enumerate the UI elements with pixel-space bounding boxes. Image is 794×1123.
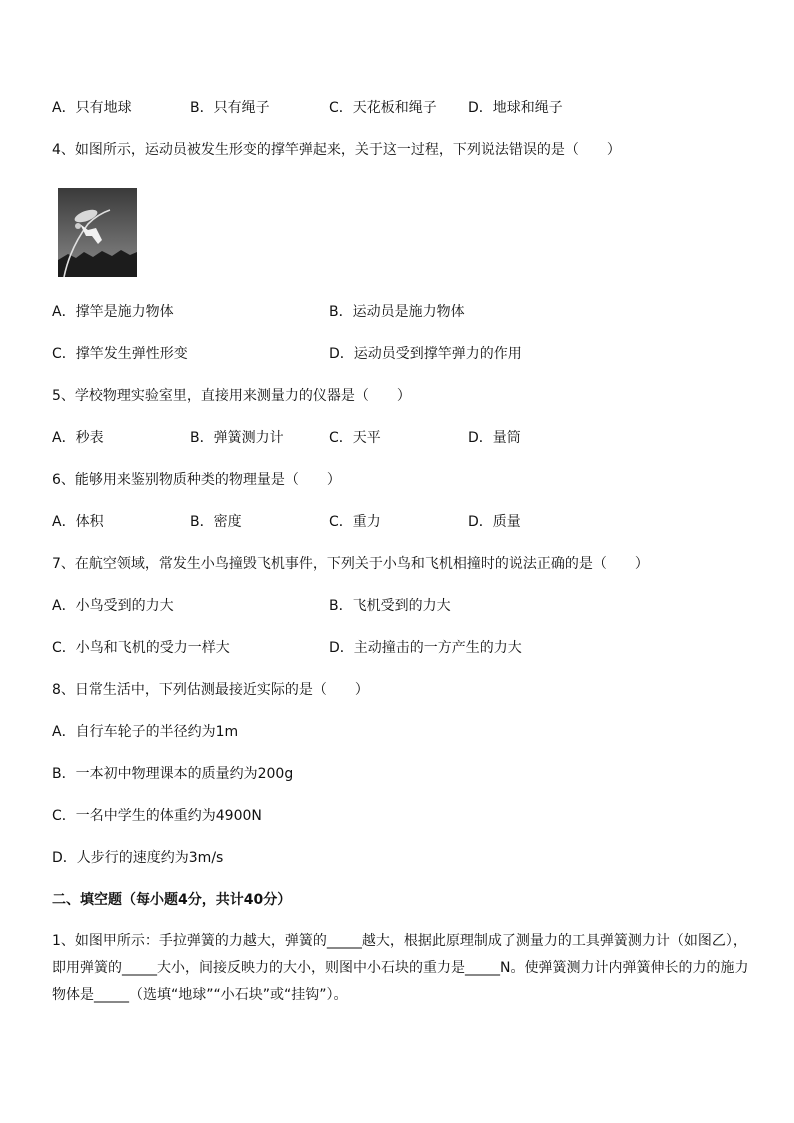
q7-option-d: D．主动撞击的一方产生的力大 — [329, 640, 522, 656]
q3-option-b: B．只有绳子 — [190, 100, 270, 116]
q8-stem: 8、日常生活中，下列估测最接近实际的是（ ） — [52, 682, 369, 698]
q8-option-a: A．自行车轮子的半径约为1m — [52, 724, 239, 740]
q5-option-a: A．秒表 — [52, 430, 104, 446]
section-title-fill-in: 二、填空题（每小题4分，共计40分） — [52, 892, 292, 908]
q7-option-b: B．飞机受到的力大 — [329, 598, 451, 614]
q3-option-c: C．天花板和绳子 — [329, 100, 437, 116]
q4-stem: 4、如图所示，运动员被发生形变的撑竿弹起来，关于这一过程，下列说法错误的是（ ） — [52, 142, 621, 158]
q3-option-a: A．只有地球 — [52, 100, 132, 116]
q6-option-d: D．质量 — [468, 514, 521, 530]
q4-option-b: B．运动员是施力物体 — [329, 304, 465, 320]
q7-option-c: C．小鸟和飞机的受力一样大 — [52, 640, 230, 656]
q8-option-d: D．人步行的速度约为3m/s — [52, 850, 224, 866]
q8-option-c: C．一名中学生的体重约为4900N — [52, 808, 262, 824]
q5-option-b: B．弹簧测力计 — [190, 430, 284, 446]
q8-option-b: B．一本初中物理课本的质量约为200g — [52, 766, 294, 782]
q6-stem: 6、能够用来鉴别物质种类的物理量是（ ） — [52, 472, 341, 488]
q5-option-d: D．量筒 — [468, 430, 521, 446]
q5-option-c: C．天平 — [329, 430, 381, 446]
fill-question-1: 1、如图甲所示：手拉弹簧的力越大，弹簧的_____越大，根据此原理制成了测量力的工具弹簧测力计（如图乙），即用弹簧的_____大小，间接反映力的大小，则图中小石块的重力是_____N。使弹簧测力计内弹簧伸长的力的施力物体是_____（选填“地球”“小石块”或“挂钩”）。 — [52, 933, 749, 1003]
q3-option-d: D．地球和绳子 — [468, 100, 563, 116]
q4-option-d: D．运动员受到撑竿弹力的作用 — [329, 346, 522, 362]
q7-option-a: A．小鸟受到的力大 — [52, 598, 174, 614]
q6-option-a: A．体积 — [52, 514, 104, 530]
q4-option-c: C．撑竿发生弹性形变 — [52, 346, 188, 362]
q4-option-a: A．撑竿是施力物体 — [52, 304, 174, 320]
q6-option-c: C．重力 — [329, 514, 381, 530]
q6-option-b: B．密度 — [190, 514, 242, 530]
q7-stem: 7、在航空领域，常发生小鸟撞毁飞机事件，下列关于小鸟和飞机相撞时的说法正确的是（ ） — [52, 556, 649, 572]
q5-stem: 5、学校物理实验室里，直接用来测量力的仪器是（ ） — [52, 388, 411, 404]
pole-vault-photo — [58, 188, 137, 277]
